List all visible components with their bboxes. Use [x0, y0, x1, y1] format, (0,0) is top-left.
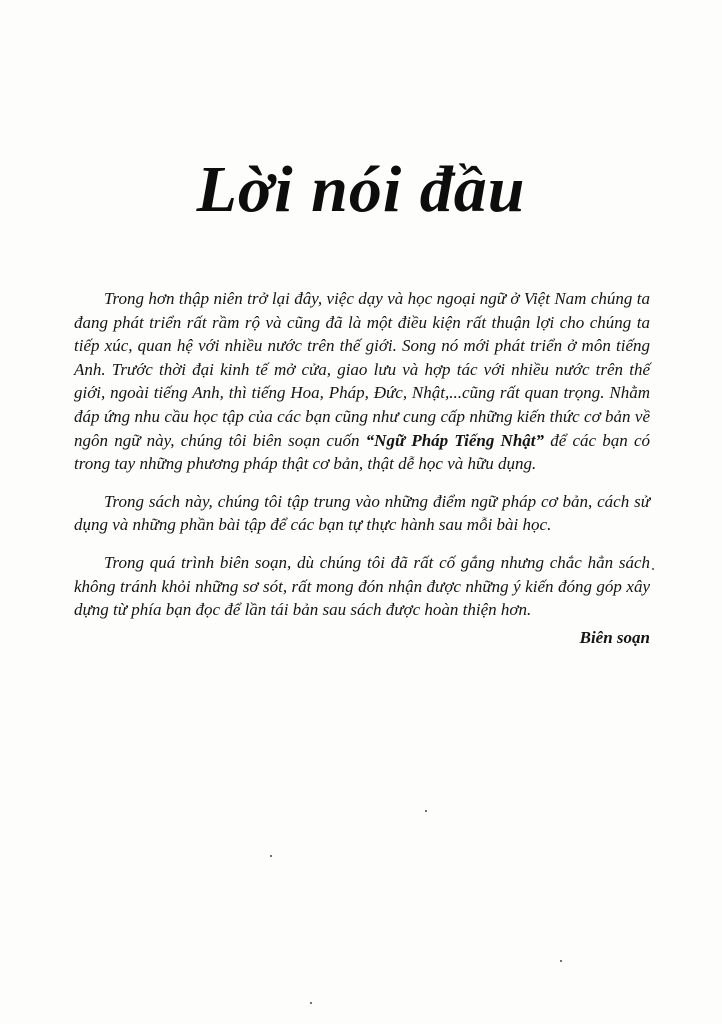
- preface-body: [74, 287, 650, 649]
- preface-paragraph-3: [74, 551, 650, 622]
- scan-speck: [560, 960, 562, 962]
- scan-speck: [425, 810, 427, 812]
- preface-paragraph-1: [74, 287, 650, 476]
- paragraph-text: Trong sách này, chúng tôi tập trung vào những điểm ngữ pháp cơ bản, cách sử dụng và những phần bài tập để các bạn tự thực hành sau mỗi bài học.: [74, 491, 650, 535]
- paragraph-text: Trong quá trình biên soạn, dù chúng tôi đã rất cố gắng nhưng chắc hẳn sách không tránh khỏi những sơ sót, rất mong đón nhận được những ý kiến đóng góp xây dựng từ phía bạn đọc để lần tái bản sau sách được hoàn thiện hơn.: [74, 552, 650, 620]
- scan-speck: [652, 568, 654, 570]
- scan-speck: [310, 1002, 312, 1004]
- paragraph-text: Trong hơn thập niên trở lại đây, việc dạy và học ngoại ngữ ở Việt Nam chúng ta đang phát triển rất rầm rộ và cũng đã là một điều kiện rất thuận lợi cho chúng ta tiếp xúc, quan hệ với nhiều nước trên thế giới. Song nó mới phát triển ở môn tiếng Anh. Trước thời đại kinh tế mở cửa, giao lưu và hợp tác với nhiều nước trên thế giới, ngoài tiếng Anh, thì tiếng Hoa, Pháp, Đức, Nhật,...cũng rất quan trọng. Nhằm đáp ứng nhu cầu học tập của các bạn cũng như cung cấp những kiến thức cơ bản về ngôn ngữ này, chúng tôi biên soạn cuốn: [74, 289, 650, 450]
- paragraph-text: để các bạn có trong tay những phương pháp thật cơ bản, thật dễ học và hữu dụng.: [74, 430, 651, 474]
- signature: Biên soạn: [579, 627, 650, 647]
- scan-speck: [270, 855, 272, 857]
- book-title-emphasis: “Ngữ Pháp Tiếng Nhật”: [365, 430, 545, 450]
- preface-paragraph-2: [74, 490, 650, 537]
- page-title: Lời nói đầu: [196, 153, 526, 226]
